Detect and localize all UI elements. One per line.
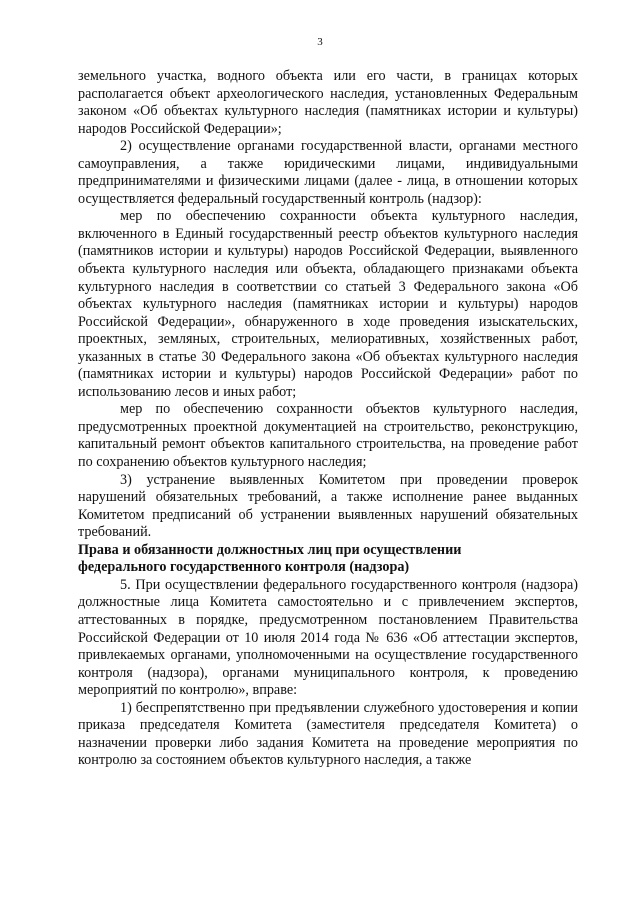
paragraph-item-3: 3) устранение выявленных Комитетом при проведении проверок нарушений обязательных требований, а также исполнение ранее выданных Комитетом предписаний об устранении выявленных нарушений обязательных требований. xyxy=(78,471,578,541)
paragraph-continuation: земельного участка, водного объекта или его части, в границах которых располагается объект археологического наследия, установленных Федеральным законом «Об объектах культурного наследия (памятниках истории и культуры) народов Российской Федерации»; xyxy=(78,68,578,137)
document-body xyxy=(78,68,578,770)
section-heading xyxy=(78,542,578,577)
section-heading-line: Права и обязанности должностных лиц при осуществлении xyxy=(78,541,462,558)
paragraph-measures-heritage-object: мер по обеспечению сохранности объекта культурного наследия, включенного в Единый государственный реестр объектов культурного наследия (памятников истории и культуры) народов Российской Федерации, выявленного объекта культурного наследия или объекта, обладающего признаками объекта культурного наследия в соответствии со статьей 3 Федерального закона «Об объектах культурного наследия (памятниках истории и культуры) народов Российской Федерации», обнаруженного в ходе проведения изыскательских, проектных, земляных, строительных, мелиоративных, хозяйственных работ, указанных в статье 30 Федерального закона «Об объектах культурного наследия (памятниках истории и культуры) народов Российской Федерации» работ по использованию лесов и иных работ; xyxy=(78,208,578,400)
paragraph-item-5: 5. При осуществлении федерального государственного контроля (надзора) должностные лица Комитета самостоятельно и с привлечением экспертов, аттестованных в порядке, предусмотренном постановлением Правительства Российской Федерации от 10 июля 2014 года № 636 «Об аттестации экспертов, привлекаемых органами, уполномоченными на осуществление государственного контроля (надзора), органами муниципального контроля, к проведению мероприятий по контролю», вправе: xyxy=(78,576,578,699)
paragraph-item-2: 2) осуществление органами государственной власти, органами местного самоуправления, а также юридическими лицами, индивидуальными предпринимателями и физическими лицами (далее - лица, в отношении которых осуществляется федеральный государственный контроль (надзор): xyxy=(78,138,578,207)
paragraph-subitem-1: 1) беспрепятственно при предъявлении служебного удостоверения и копии приказа председателя Комитета (заместителя председателя Комитета) о назначении проверки либо задания Комитета на проведение мероприятия по контролю за состоянием объектов культурного наследия, а также xyxy=(78,699,578,769)
page-number: 3 xyxy=(317,36,323,48)
section-heading-line: федерального государственного контроля (надзора) xyxy=(78,559,410,576)
paragraph-measures-project-documentation: мер по обеспечению сохранности объектов культурного наследия, предусмотренных проектной документацией на строительство, реконструкцию, капитальный ремонт объектов капитального строительства, на проведение работ по сохранению объектов культурного наследия; xyxy=(78,401,578,471)
